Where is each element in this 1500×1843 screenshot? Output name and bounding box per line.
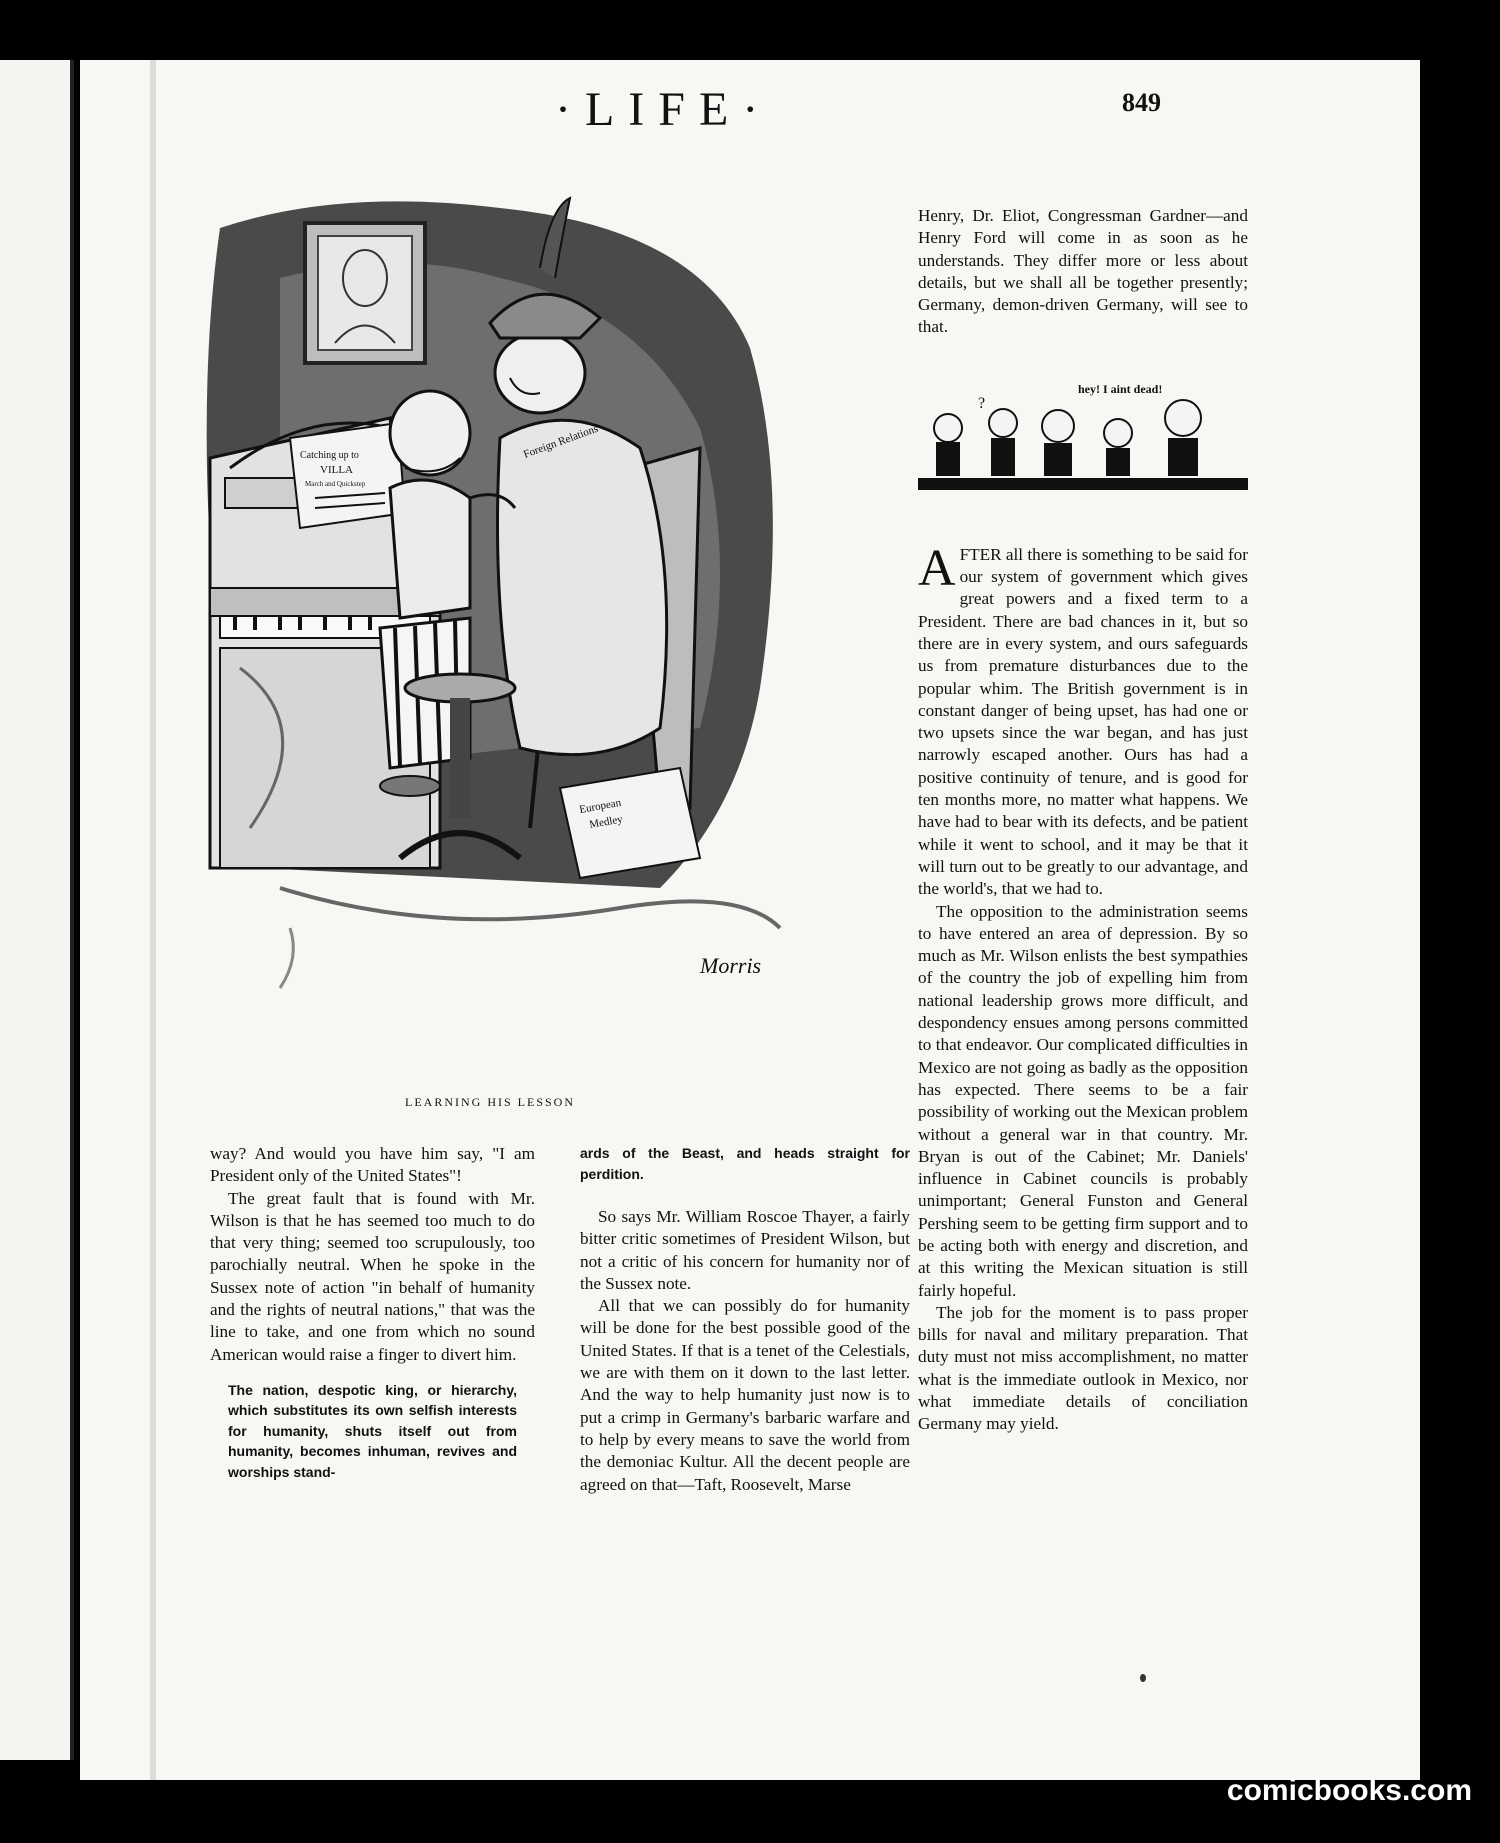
col3-paragraph-1 bbox=[918, 539, 1248, 901]
col1-quotation: The nation, despotic king, or hierarchy, which substitutes its own selfish interests for humanity, shuts itself out from humanity, becomes inhuman, revives and worships stand- bbox=[228, 1381, 517, 1480]
floor-sheet-music bbox=[560, 768, 700, 878]
col1-paragraph-2: The great fault that is found with Mr. Wilson is that he has seemed too much to do that very thing; seemed too scrupulously, too parochially neutral. When he spoke in the Sussex note of action "in behalf of humanity and the rights of neutral nations," that was the line to take, and one from which no sound American would raise a finger to divert him. bbox=[210, 1188, 535, 1364]
page-number: 849 bbox=[1122, 88, 1161, 117]
col2-paragraph-1: So says Mr. William Roscoe Thayer, a fairly bitter critic sometimes of President Wilson, but not a critic of his concern for humanity nor of the Sussex note. bbox=[580, 1207, 910, 1293]
col2-quotation-continued: ards of the Beast, and heads straight for perdition. bbox=[580, 1145, 910, 1182]
col2-paragraph-2: All that we can possibly do for humanity will be done for the best possible good of the United States. If that is a tenet of the Celestials, we are with them on it down to the last letter. And the way to help humanity just now is to put a crimp in Germany's barbaric warfare and to help by every means to save the world from the demoniac Kultur. All the decent people are agreed on that—Taft, Roosevelt, Marse bbox=[580, 1296, 910, 1494]
sheet-music-line3: March and Quickstep bbox=[305, 480, 366, 488]
cartoon-illustration bbox=[140, 168, 840, 1018]
site-watermark: comicbooks.com bbox=[1226, 1774, 1472, 1807]
sash-label: Foreign Relations bbox=[521, 422, 600, 461]
text-column-3 bbox=[918, 205, 1248, 1436]
cartoon-caption: LEARNING HIS LESSON bbox=[405, 1095, 575, 1109]
left-page-edge bbox=[0, 60, 74, 1760]
col3-paragraph-1-text: FTER all there is something to be said for our system of government which gives great powers and a fixed term to a President. There are bad chances in it, but so there are in every system, and ours safeguards us from premature disturbances due to the popular whim. The British government is in constant danger of being upset, has had one or two upsets since the war began, and has just narrowly escaped another. Ours has had a positive continuity of tenure, and is good for ten months more, no matter what happens. We have had to bear with its defects, and be patient while it went to school, and it may be that it will turn out to be greatly to our advantage, and the world's, that we had to. bbox=[918, 544, 1248, 899]
col3-paragraph-0: Henry, Dr. Eliot, Congressman Gardner—and Henry Ford will come in as soon as he understands. They differ more or less about details, but we shall all be together presently; Germany, demon-driven Germany, will see to that. bbox=[918, 206, 1248, 337]
magazine-title: ·LIFE· bbox=[555, 83, 773, 136]
sheet-music bbox=[290, 423, 405, 528]
col1-paragraph-1: way? And would you have him say, "I am President only of the United States"! bbox=[210, 1144, 535, 1186]
print-speck bbox=[1140, 1674, 1146, 1682]
sheet-music-line2: VILLA bbox=[320, 464, 353, 476]
col3-paragraph-3: The job for the moment is to pass proper bills for naval and military preparation. That duty must not miss accomplishment, no matter what is the immediate outlook in Mexico, nor what immediate details of conciliation Germany may yield. bbox=[918, 1302, 1248, 1434]
col3-paragraph-2: The opposition to the administration seems to have entered an area of depression. By so much as Mr. Wilson enlists the best sympathies of the country the job of expelling him from national leadership grows more difficult, and despondency ensues among persons committed to that endeavor. Our complicated difficulties in Mexico are not going as badly as the opposition has expected. There seems to be a fair possibility of working out the Mexican problem without a general war in that country. Mr. Bryan is out of the Cabinet; Mr. Daniels' influence in Cabinet councils is probably unimportant; General Funston and General Pershing seem to be getting firm support and to be acting both with energy and discretion, and at this writing the Mexican situation is still fairly hopeful. bbox=[918, 901, 1248, 1300]
drop-cap: A bbox=[918, 539, 956, 597]
wall-portrait bbox=[305, 223, 425, 363]
sheet-music-line1: Catching up to bbox=[300, 450, 359, 461]
floor-sheet-line1: European bbox=[578, 796, 623, 816]
floor-sheet-line2: Medley bbox=[588, 813, 624, 831]
text-column-1 bbox=[210, 1143, 535, 1482]
artist-signature: Morris bbox=[700, 953, 762, 978]
text-column-2 bbox=[580, 1143, 910, 1496]
vignette-question-mark: ? bbox=[978, 395, 986, 412]
vignette-speech: hey! I aint dead! bbox=[1078, 382, 1163, 396]
